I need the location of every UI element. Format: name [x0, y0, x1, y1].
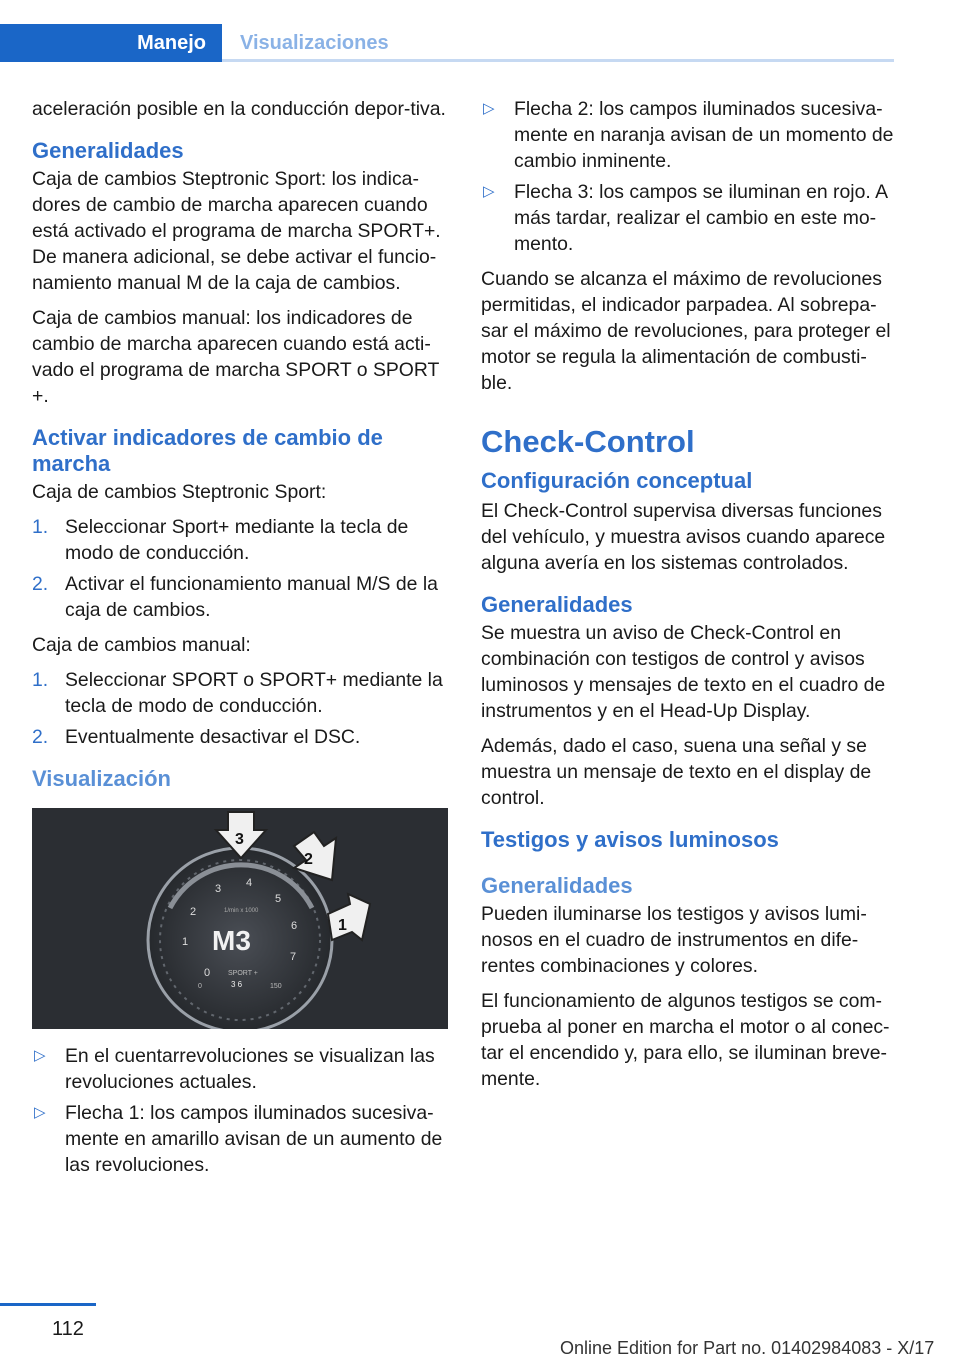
tick-0: 0 [204, 967, 211, 979]
tab-visualizaciones[interactable]: Visualizaciones [240, 31, 389, 54]
bullet-list [481, 96, 897, 257]
arrow-1 [328, 894, 370, 940]
bullet-triangle-icon: ▷ [483, 100, 495, 117]
list-item [32, 571, 448, 623]
tick-5: 5 [275, 893, 282, 905]
bullet-triangle-icon: ▷ [483, 183, 495, 200]
list-item [32, 667, 448, 719]
list-item-text: Eventualmente desactivar el DSC. [65, 726, 361, 748]
list-item [481, 179, 897, 257]
left-column [32, 96, 448, 1187]
list-item [32, 724, 448, 750]
list-number: 2. [32, 573, 49, 595]
list-number: 1. [32, 516, 49, 538]
list-item-text: Seleccionar SPORT o SPORT+ mediante la tecla de modo de conducción. [65, 669, 443, 717]
edition-label: Online Edition for Part no. 01402984083 - X/17 [560, 1338, 935, 1358]
arrow-1-label: 1 [338, 917, 347, 934]
bullet-triangle-icon: ▷ [34, 1047, 46, 1064]
list-number: 1. [32, 669, 49, 691]
mode-label: SPORT + [228, 970, 258, 977]
bullet-triangle-icon: ▷ [34, 1104, 46, 1121]
tab-manejo[interactable]: Manejo [0, 24, 222, 62]
tachometer-figure [32, 808, 448, 1029]
footer-divider [0, 1303, 96, 1306]
paragraph: Caja de cambios manual: los indicadores de cambio de marcha aparecen cuando está acti‐vado el programa de marcha SPORT o SPORT +. [32, 307, 440, 407]
tick-7: 7 [290, 951, 297, 963]
shift-hint: 3 6 [231, 980, 243, 989]
paragraph: Cuando se alcanza el máximo de revoluciones permitidas, el indicador parpadea. Al sobrepa‐sar el máximo de revoluciones, para proteger el motor se regula la alimentación de combusti‐ble. [481, 268, 891, 394]
heading-generalidades: Generalidades [32, 138, 184, 163]
list-item [32, 1100, 448, 1178]
arrow-3-label: 3 [235, 831, 244, 848]
list-item-text: Flecha 3: los campos se iluminan en rojo. A más tardar, realizar el cambio en este mo‐mento. [514, 181, 887, 255]
paragraph: aceleración posible en la conducción depor‐tiva. [32, 98, 446, 120]
tick-6: 6 [291, 920, 298, 932]
paragraph: Pueden iluminarse los testigos y avisos lumi‐nosos en el cuadro de instrumentos en dife‐rentes combinaciones y colores. [481, 903, 867, 977]
numbered-list [32, 667, 448, 750]
heading-check-control: Check-Control [481, 424, 695, 459]
header-bar [0, 0, 960, 62]
list-item-text: Seleccionar Sport+ mediante la tecla de modo de conducción. [65, 516, 409, 564]
list-item-text: En el cuentarrevoluciones se visualizan las revoluciones actuales. [65, 1045, 435, 1093]
header-divider [222, 59, 894, 62]
bullet-list [32, 1043, 448, 1178]
tick-3: 3 [215, 883, 222, 895]
tachometer-illustration [32, 808, 448, 1029]
list-item [32, 1043, 448, 1095]
tick-1: 1 [182, 936, 189, 948]
paragraph: Caja de cambios Steptronic Sport: [32, 481, 327, 503]
tick-4: 4 [246, 877, 253, 889]
paragraph: El Check-Control supervisa diversas funciones del vehículo, y muestra avisos cuando aparece alguna avería en los sistemas controlados. [481, 500, 886, 574]
heading-visualizacion: Visualización [32, 766, 171, 791]
list-item-text: Flecha 2: los campos iluminados sucesiva‐mente en naranja avisan de un momento de cambio inminente. [514, 98, 894, 172]
paragraph: Se muestra un aviso de Check-Control en combinación con testigos de control y avisos luminosos y mensajes de texto en el cuadro de instrumentos y en el Head-Up Display. [481, 622, 886, 722]
heading-activar: Activar indicadores de cambio de marcha [32, 425, 383, 476]
numbered-list [32, 514, 448, 623]
list-item-text: Activar el funcionamiento manual M/S de la caja de cambios. [65, 573, 438, 621]
scale-label: 1/min x 1000 [224, 908, 259, 914]
right-column [481, 96, 897, 1101]
tick-2: 2 [190, 906, 197, 918]
page-number: 112 [52, 1318, 84, 1340]
paragraph: Caja de cambios manual: [32, 634, 251, 656]
list-number: 2. [32, 726, 49, 748]
paragraph: El funcionamiento de algunos testigos se com‐prueba al poner en marcha el motor o al conec‐tar el encendido y, para ello, se iluminan breve‐mente. [481, 990, 890, 1090]
speed-0: 0 [198, 983, 202, 990]
list-item [32, 514, 448, 566]
gear-indicator: M3 [212, 925, 251, 956]
heading-testigos: Testigos y avisos luminosos [481, 827, 779, 852]
heading-configuracion: Configuración conceptual [481, 468, 753, 493]
list-item [481, 96, 897, 174]
arrow-2-label: 2 [304, 851, 313, 868]
paragraph: Además, dado el caso, suena una señal y se muestra un mensaje de texto en el display de control. [481, 735, 872, 809]
speed-150: 150 [270, 983, 282, 990]
paragraph: Caja de cambios Steptronic Sport: los indica‐dores de cambio de marcha aparecen cuando está activado el programa de marcha SPORT+. De manera adicional, se debe activar el funcio‐namiento manual M de la caja de cambios. [32, 168, 441, 294]
list-item-text: Flecha 1: los campos iluminados sucesiva‐mente en amarillo avisan de un aumento de las revoluciones. [65, 1102, 443, 1176]
heading-generalidades-2: Generalidades [481, 873, 633, 898]
heading-generalidades: Generalidades [481, 592, 633, 617]
